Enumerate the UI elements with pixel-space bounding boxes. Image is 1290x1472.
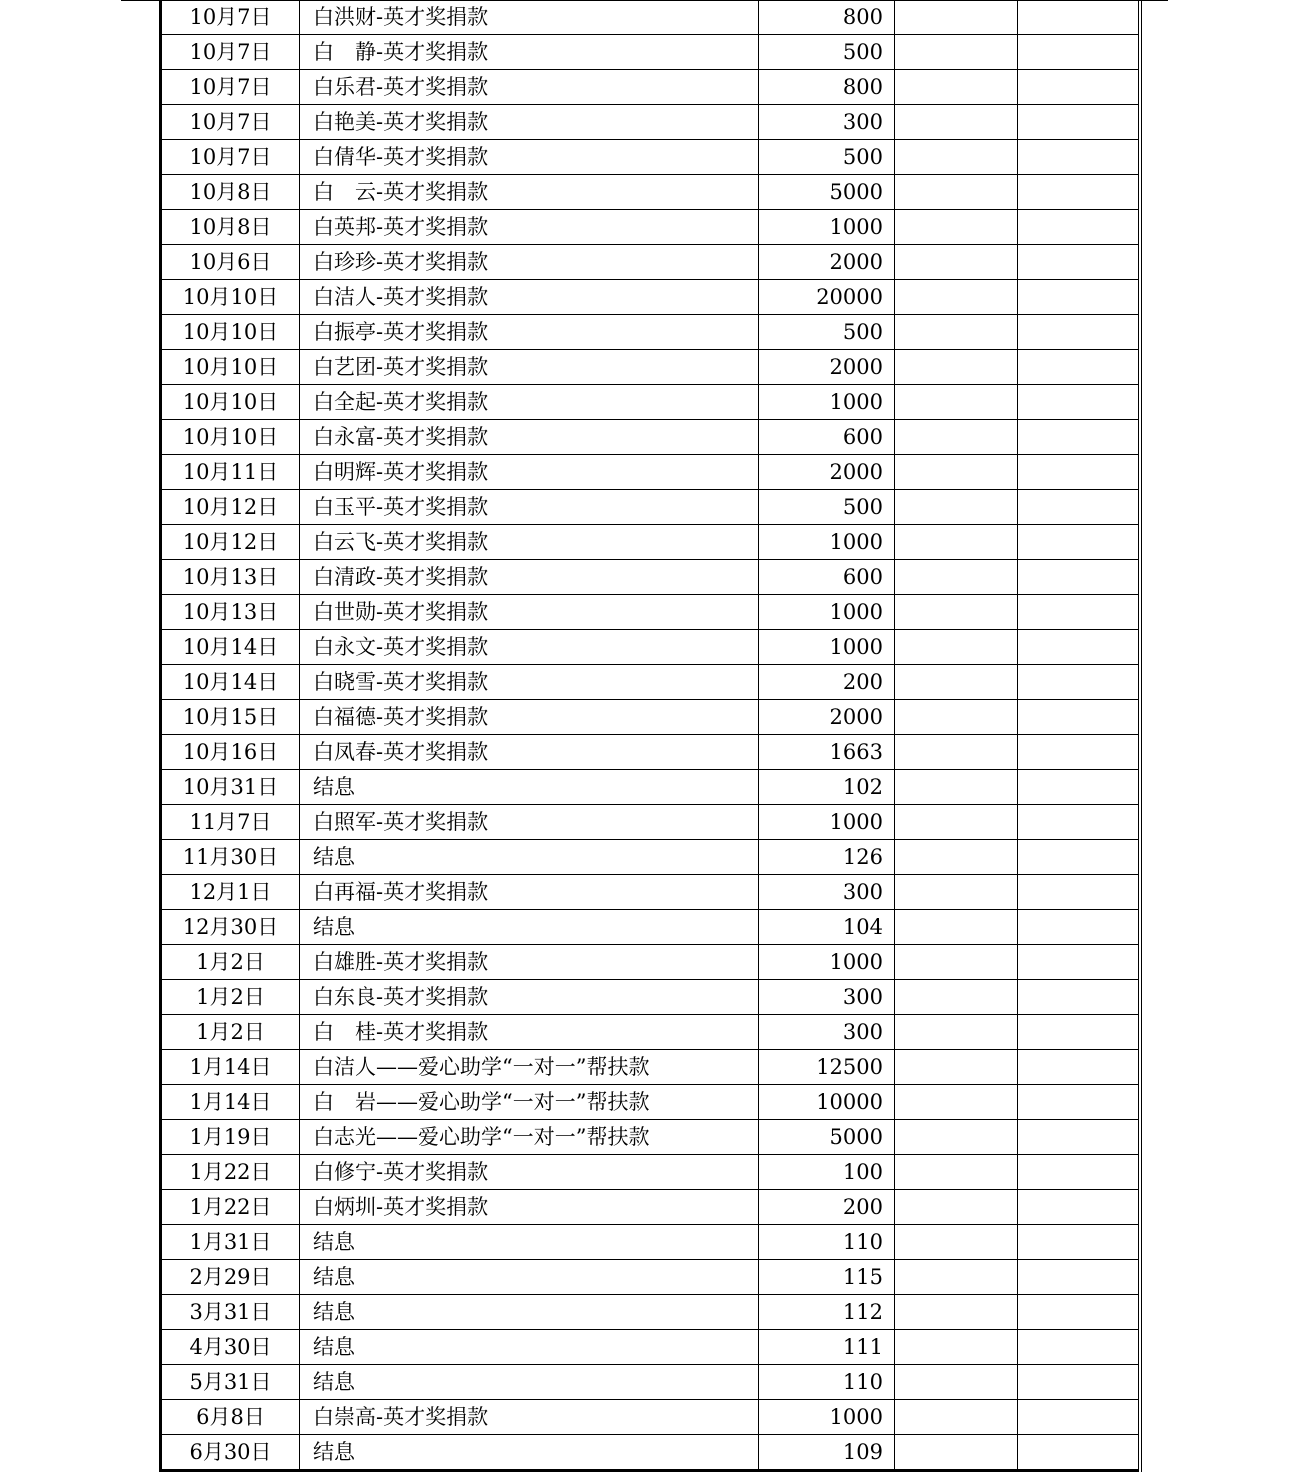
table-row	[161, 630, 1141, 665]
date-cell: 10月7日	[161, 35, 300, 70]
date-cell: 10月8日	[161, 175, 300, 210]
table-row	[161, 1155, 1141, 1190]
empty-cell	[1018, 700, 1141, 735]
date-cell: 1月19日	[161, 1120, 300, 1155]
description-cell: 白 岩——爱心助学“一对一”帮扶款	[300, 1085, 759, 1120]
table-row	[161, 1260, 1141, 1295]
table-row	[161, 455, 1141, 490]
amount-cell: 1663	[759, 735, 895, 770]
date-cell: 1月2日	[161, 945, 300, 980]
date-cell: 1月14日	[161, 1085, 300, 1120]
description-cell: 白明辉-英才奖捐款	[300, 455, 759, 490]
table-row	[161, 525, 1141, 560]
date-cell: 10月12日	[161, 490, 300, 525]
empty-cell	[895, 805, 1018, 840]
empty-cell	[1018, 350, 1141, 385]
empty-cell	[1018, 770, 1141, 805]
date-cell: 4月30日	[161, 1330, 300, 1365]
empty-cell	[1018, 560, 1141, 595]
empty-cell	[895, 595, 1018, 630]
empty-cell	[1018, 70, 1141, 105]
date-cell: 10月14日	[161, 665, 300, 700]
empty-cell	[895, 140, 1018, 175]
description-cell: 白英邦-英才奖捐款	[300, 210, 759, 245]
table-row	[161, 1365, 1141, 1400]
table-row	[161, 945, 1141, 980]
empty-cell	[895, 1120, 1018, 1155]
amount-cell: 2000	[759, 700, 895, 735]
empty-cell	[895, 210, 1018, 245]
date-cell: 10月16日	[161, 735, 300, 770]
date-cell: 11月30日	[161, 840, 300, 875]
date-cell: 10月31日	[161, 770, 300, 805]
table-row	[161, 1225, 1141, 1260]
description-cell: 白修宁-英才奖捐款	[300, 1155, 759, 1190]
donation-ledger-table	[159, 0, 1142, 1472]
description-cell: 白 静-英才奖捐款	[300, 35, 759, 70]
empty-cell	[895, 980, 1018, 1015]
amount-cell: 111	[759, 1330, 895, 1365]
date-cell: 10月15日	[161, 700, 300, 735]
date-cell: 6月8日	[161, 1400, 300, 1435]
date-cell: 12月30日	[161, 910, 300, 945]
amount-cell: 300	[759, 875, 895, 910]
table-row	[161, 210, 1141, 245]
empty-cell	[1018, 665, 1141, 700]
empty-cell	[895, 840, 1018, 875]
table-row	[161, 1190, 1141, 1225]
description-cell: 结息	[300, 1365, 759, 1400]
amount-cell: 600	[759, 560, 895, 595]
amount-cell: 104	[759, 910, 895, 945]
table-row	[161, 875, 1141, 910]
description-cell: 白福德-英才奖捐款	[300, 700, 759, 735]
date-cell: 10月10日	[161, 350, 300, 385]
table-row	[161, 140, 1141, 175]
empty-cell	[895, 560, 1018, 595]
amount-cell: 109	[759, 1435, 895, 1471]
date-cell: 10月8日	[161, 210, 300, 245]
date-cell: 11月7日	[161, 805, 300, 840]
empty-cell	[1018, 1295, 1141, 1330]
table-row	[161, 1050, 1141, 1085]
description-cell: 结息	[300, 1295, 759, 1330]
description-cell: 白艺团-英才奖捐款	[300, 350, 759, 385]
description-cell: 结息	[300, 1225, 759, 1260]
empty-cell	[895, 1400, 1018, 1435]
empty-cell	[895, 910, 1018, 945]
empty-cell	[895, 875, 1018, 910]
table-row	[161, 1295, 1141, 1330]
amount-cell: 2000	[759, 350, 895, 385]
table-row	[161, 0, 1141, 35]
description-cell: 白 桂-英才奖捐款	[300, 1015, 759, 1050]
empty-cell	[895, 1190, 1018, 1225]
table-row	[161, 280, 1141, 315]
date-cell: 10月7日	[161, 140, 300, 175]
amount-cell: 115	[759, 1260, 895, 1295]
empty-cell	[1018, 1120, 1141, 1155]
amount-cell: 110	[759, 1225, 895, 1260]
description-cell: 结息	[300, 1435, 759, 1471]
description-cell: 白清政-英才奖捐款	[300, 560, 759, 595]
empty-cell	[1018, 840, 1141, 875]
description-cell: 白振亭-英才奖捐款	[300, 315, 759, 350]
empty-cell	[895, 1260, 1018, 1295]
amount-cell: 112	[759, 1295, 895, 1330]
empty-cell	[1018, 420, 1141, 455]
empty-cell	[1018, 280, 1141, 315]
empty-cell	[895, 315, 1018, 350]
amount-cell: 1000	[759, 630, 895, 665]
date-cell: 10月13日	[161, 595, 300, 630]
description-cell: 白 云-英才奖捐款	[300, 175, 759, 210]
table-row	[161, 1330, 1141, 1365]
table-row	[161, 665, 1141, 700]
empty-cell	[895, 525, 1018, 560]
table-row	[161, 595, 1141, 630]
amount-cell: 10000	[759, 1085, 895, 1120]
empty-cell	[1018, 315, 1141, 350]
date-cell: 6月30日	[161, 1435, 300, 1471]
amount-cell: 2000	[759, 245, 895, 280]
amount-cell: 300	[759, 105, 895, 140]
empty-cell	[1018, 0, 1141, 35]
amount-cell: 800	[759, 0, 895, 35]
table-row	[161, 35, 1141, 70]
description-cell: 白玉平-英才奖捐款	[300, 490, 759, 525]
empty-cell	[1018, 735, 1141, 770]
date-cell: 10月13日	[161, 560, 300, 595]
date-cell: 5月31日	[161, 1365, 300, 1400]
amount-cell: 500	[759, 35, 895, 70]
empty-cell	[1018, 385, 1141, 420]
empty-cell	[1018, 1400, 1141, 1435]
table-row	[161, 980, 1141, 1015]
table-row	[161, 385, 1141, 420]
empty-cell	[1018, 490, 1141, 525]
amount-cell: 12500	[759, 1050, 895, 1085]
empty-cell	[1018, 210, 1141, 245]
table-row	[161, 1400, 1141, 1435]
description-cell: 白永富-英才奖捐款	[300, 420, 759, 455]
table-row	[161, 910, 1141, 945]
date-cell: 10月7日	[161, 70, 300, 105]
amount-cell: 300	[759, 1015, 895, 1050]
empty-cell	[1018, 1260, 1141, 1295]
empty-cell	[895, 945, 1018, 980]
amount-cell: 200	[759, 1190, 895, 1225]
description-cell: 白珍珍-英才奖捐款	[300, 245, 759, 280]
description-cell: 白艳美-英才奖捐款	[300, 105, 759, 140]
empty-cell	[895, 770, 1018, 805]
table-row	[161, 105, 1141, 140]
table-row	[161, 1085, 1141, 1120]
empty-cell	[895, 1015, 1018, 1050]
table-row	[161, 350, 1141, 385]
amount-cell: 600	[759, 420, 895, 455]
amount-cell: 126	[759, 840, 895, 875]
amount-cell: 20000	[759, 280, 895, 315]
empty-cell	[1018, 630, 1141, 665]
empty-cell	[895, 1050, 1018, 1085]
date-cell: 10月14日	[161, 630, 300, 665]
description-cell: 结息	[300, 1260, 759, 1295]
table-row	[161, 840, 1141, 875]
description-cell: 白洪财-英才奖捐款	[300, 0, 759, 35]
amount-cell: 5000	[759, 1120, 895, 1155]
empty-cell	[895, 630, 1018, 665]
empty-cell	[895, 385, 1018, 420]
description-cell: 白乐君-英才奖捐款	[300, 70, 759, 105]
date-cell: 10月6日	[161, 245, 300, 280]
empty-cell	[1018, 105, 1141, 140]
description-cell: 白炳圳-英才奖捐款	[300, 1190, 759, 1225]
table-row	[161, 420, 1141, 455]
date-cell: 10月10日	[161, 420, 300, 455]
amount-cell: 1000	[759, 1400, 895, 1435]
empty-cell	[895, 1435, 1018, 1471]
table-row	[161, 1015, 1141, 1050]
empty-cell	[1018, 1050, 1141, 1085]
empty-cell	[895, 735, 1018, 770]
date-cell: 1月14日	[161, 1050, 300, 1085]
empty-cell	[895, 350, 1018, 385]
ledger-body	[161, 0, 1141, 1471]
description-cell: 结息	[300, 910, 759, 945]
empty-cell	[895, 490, 1018, 525]
amount-cell: 500	[759, 140, 895, 175]
description-cell: 白照军-英才奖捐款	[300, 805, 759, 840]
date-cell: 10月11日	[161, 455, 300, 490]
empty-cell	[1018, 1435, 1141, 1471]
empty-cell	[895, 420, 1018, 455]
description-cell: 结息	[300, 1330, 759, 1365]
amount-cell: 5000	[759, 175, 895, 210]
empty-cell	[895, 105, 1018, 140]
table-row	[161, 700, 1141, 735]
empty-cell	[1018, 1190, 1141, 1225]
empty-cell	[895, 245, 1018, 280]
description-cell: 白世勋-英才奖捐款	[300, 595, 759, 630]
empty-cell	[895, 1330, 1018, 1365]
description-cell: 白云飞-英才奖捐款	[300, 525, 759, 560]
description-cell: 白凤春-英才奖捐款	[300, 735, 759, 770]
date-cell: 1月22日	[161, 1155, 300, 1190]
amount-cell: 1000	[759, 595, 895, 630]
empty-cell	[1018, 910, 1141, 945]
description-cell: 白洁人——爱心助学“一对一”帮扶款	[300, 1050, 759, 1085]
amount-cell: 110	[759, 1365, 895, 1400]
date-cell: 1月31日	[161, 1225, 300, 1260]
amount-cell: 200	[759, 665, 895, 700]
description-cell: 白再福-英才奖捐款	[300, 875, 759, 910]
table-row	[161, 70, 1141, 105]
date-cell: 2月29日	[161, 1260, 300, 1295]
amount-cell: 500	[759, 315, 895, 350]
empty-cell	[1018, 245, 1141, 280]
amount-cell: 2000	[759, 455, 895, 490]
description-cell: 白雄胜-英才奖捐款	[300, 945, 759, 980]
empty-cell	[895, 665, 1018, 700]
table-row	[161, 315, 1141, 350]
date-cell: 1月2日	[161, 980, 300, 1015]
empty-cell	[895, 1085, 1018, 1120]
date-cell: 10月12日	[161, 525, 300, 560]
empty-cell	[1018, 875, 1141, 910]
table-row	[161, 245, 1141, 280]
amount-cell: 1000	[759, 385, 895, 420]
description-cell: 白洁人-英才奖捐款	[300, 280, 759, 315]
date-cell: 1月2日	[161, 1015, 300, 1050]
date-cell: 10月10日	[161, 315, 300, 350]
table-row	[161, 805, 1141, 840]
amount-cell: 1000	[759, 525, 895, 560]
amount-cell: 1000	[759, 210, 895, 245]
empty-cell	[1018, 140, 1141, 175]
table-row	[161, 1435, 1141, 1471]
description-cell: 白晓雪-英才奖捐款	[300, 665, 759, 700]
description-cell: 白倩华-英才奖捐款	[300, 140, 759, 175]
empty-cell	[1018, 1365, 1141, 1400]
empty-cell	[895, 1295, 1018, 1330]
date-cell: 10月10日	[161, 280, 300, 315]
description-cell: 白崇高-英才奖捐款	[300, 1400, 759, 1435]
amount-cell: 800	[759, 70, 895, 105]
date-cell: 12月1日	[161, 875, 300, 910]
amount-cell: 100	[759, 1155, 895, 1190]
empty-cell	[1018, 980, 1141, 1015]
empty-cell	[895, 280, 1018, 315]
description-cell: 白志光——爱心助学“一对一”帮扶款	[300, 1120, 759, 1155]
table-row	[161, 735, 1141, 770]
date-cell: 3月31日	[161, 1295, 300, 1330]
description-cell: 白全起-英才奖捐款	[300, 385, 759, 420]
empty-cell	[1018, 1085, 1141, 1120]
empty-cell	[1018, 525, 1141, 560]
table-row	[161, 490, 1141, 525]
date-cell: 10月10日	[161, 385, 300, 420]
empty-cell	[1018, 35, 1141, 70]
date-cell: 1月22日	[161, 1190, 300, 1225]
empty-cell	[895, 1365, 1018, 1400]
empty-cell	[1018, 805, 1141, 840]
table-row	[161, 770, 1141, 805]
amount-cell: 102	[759, 770, 895, 805]
table-row	[161, 560, 1141, 595]
amount-cell: 1000	[759, 805, 895, 840]
empty-cell	[895, 35, 1018, 70]
amount-cell: 300	[759, 980, 895, 1015]
empty-cell	[1018, 1330, 1141, 1365]
date-cell: 10月7日	[161, 0, 300, 35]
empty-cell	[1018, 945, 1141, 980]
amount-cell: 500	[759, 490, 895, 525]
description-cell: 结息	[300, 840, 759, 875]
date-cell: 10月7日	[161, 105, 300, 140]
empty-cell	[895, 1225, 1018, 1260]
description-cell: 结息	[300, 770, 759, 805]
table-row	[161, 1120, 1141, 1155]
empty-cell	[895, 70, 1018, 105]
empty-cell	[1018, 1015, 1141, 1050]
empty-cell	[1018, 455, 1141, 490]
empty-cell	[895, 0, 1018, 35]
description-cell: 白永文-英才奖捐款	[300, 630, 759, 665]
empty-cell	[895, 175, 1018, 210]
empty-cell	[1018, 1225, 1141, 1260]
description-cell: 白东良-英才奖捐款	[300, 980, 759, 1015]
amount-cell: 1000	[759, 945, 895, 980]
empty-cell	[1018, 1155, 1141, 1190]
empty-cell	[895, 455, 1018, 490]
empty-cell	[895, 1155, 1018, 1190]
table-row	[161, 175, 1141, 210]
empty-cell	[1018, 175, 1141, 210]
empty-cell	[1018, 595, 1141, 630]
empty-cell	[895, 700, 1018, 735]
